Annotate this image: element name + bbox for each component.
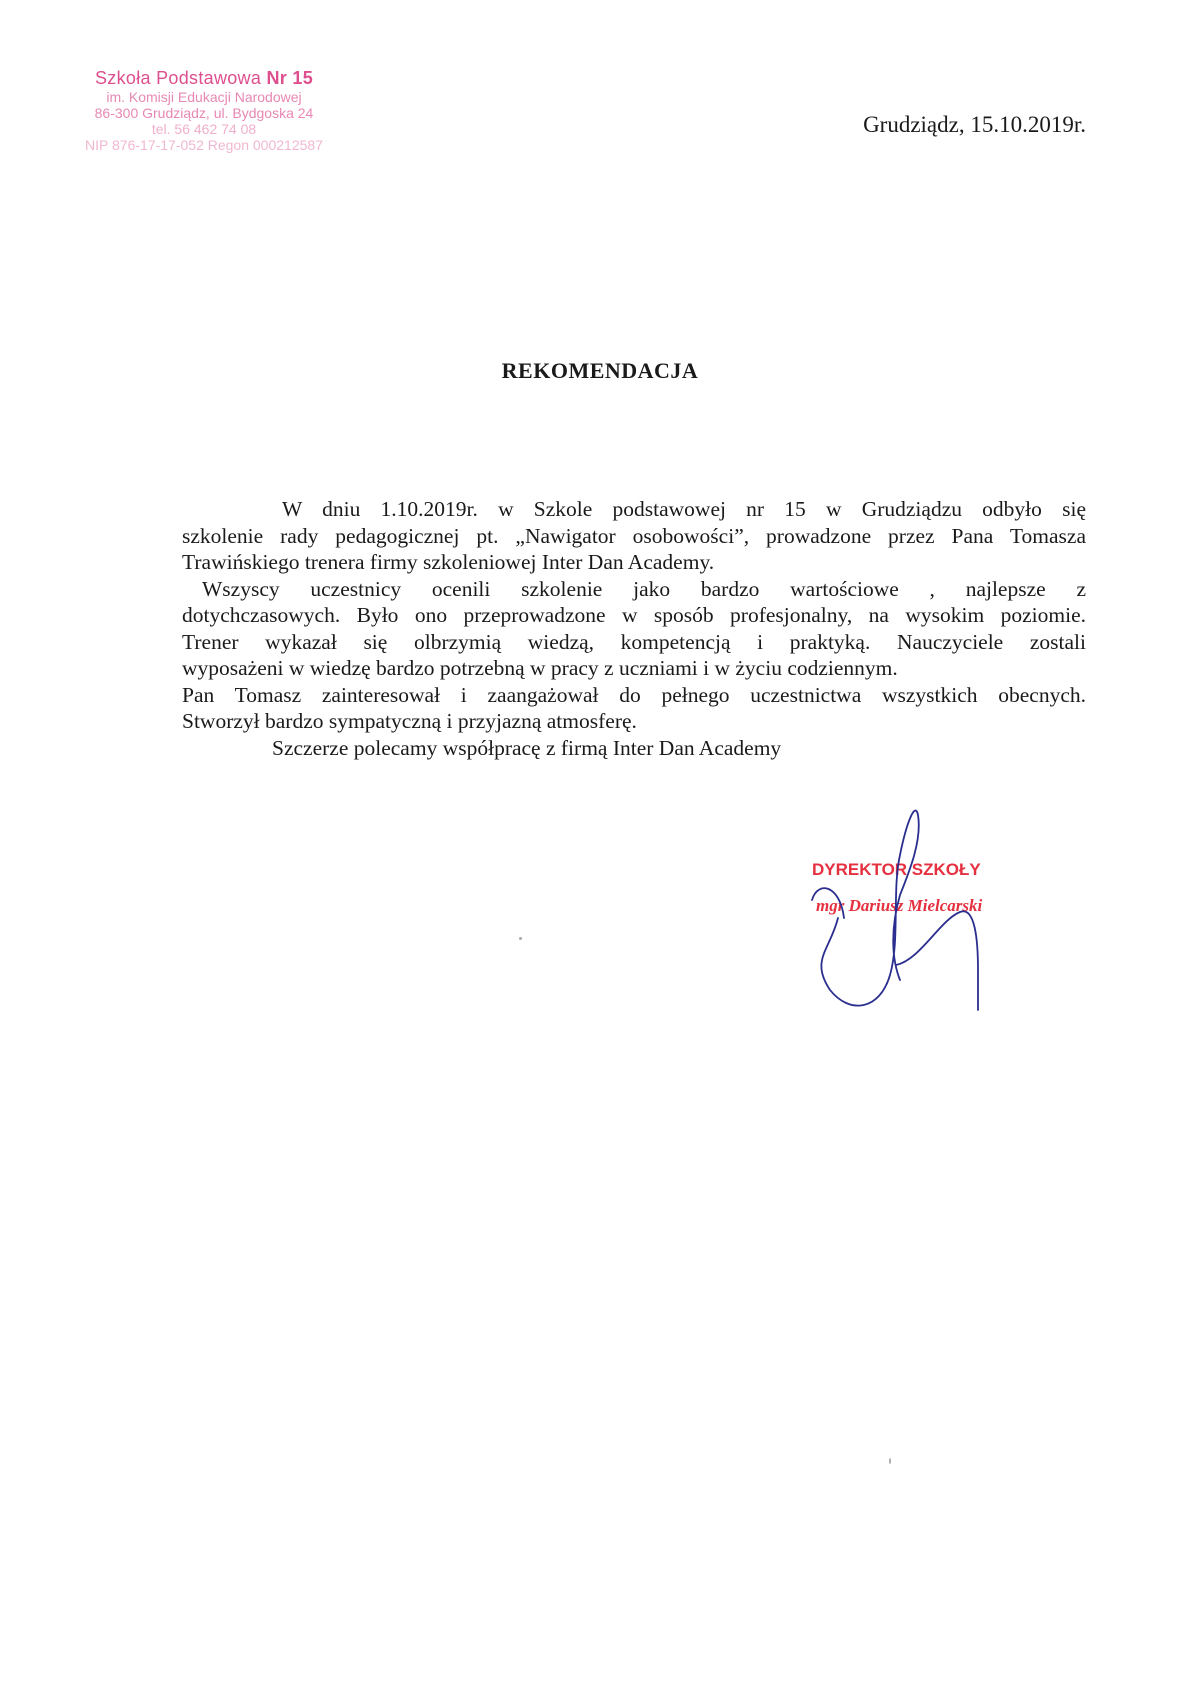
- stamp-number-text: Nr 15: [266, 68, 314, 88]
- stamp-phone: tel. 56 462 74 08: [151, 120, 257, 137]
- body-line: Pan Tomasz zainteresował i zaangażował do pełnego uczestnictwa wszystkich obecnych.: [182, 682, 1086, 707]
- body-line: Trener wykazał się olbrzymią wiedzą, kompetencją i praktyką. Nauczyciele zostali: [182, 629, 1086, 654]
- body-line: wyposażeni w wiedzę bardzo potrzebną w pracy z uczniami i w życiu codziennym.: [182, 656, 898, 680]
- school-stamp: [64, 68, 344, 153]
- signatory-title: DYREKTOR SZKOŁY: [812, 860, 981, 879]
- body-line: Wszyscy uczestnicy ocenili szkolenie jako bardzo wartościowe , najlepsze z: [202, 576, 1086, 601]
- scan-speck: [519, 937, 522, 940]
- letter-body: [182, 496, 1086, 761]
- stamp-address: 86-300 Grudziądz, ul. Bydgoska 24: [94, 104, 314, 121]
- stamp-name-text: Szkoła Podstawowa: [94, 68, 262, 88]
- document-title: REKOMENDACJA: [501, 358, 699, 383]
- body-line: Stworzył bardzo sympatyczną i przyjazną atmosferę.: [182, 709, 637, 733]
- body-line: Trawińskiego trenera firmy szkoleniowej Inter Dan Academy.: [182, 550, 715, 574]
- body-line: W dniu 1.10.2019r. w Szkole podstawowej nr 15 w Grudziądzu odbyło się: [282, 497, 1086, 521]
- body-line: Szczerze polecamy współpracę z firmą Inter Dan Academy: [272, 735, 782, 760]
- signature-stroke: [812, 811, 978, 1010]
- stamp-nip-regon: NIP 876-17-17-052 Regon 000212587: [85, 136, 323, 153]
- stamp-patron: im. Komisji Edukacji Narodowej: [106, 88, 302, 105]
- stamp-school-name: [64, 68, 344, 89]
- body-line: szkolenie rady pedagogicznej pt. „Nawigator osobowości”, prowadzone przez Pana Tomasza: [182, 523, 1086, 548]
- body-line: dotychczasowych. Było ono przeprowadzone w sposób profesjonalny, na wysokim poziomie.: [182, 603, 1086, 627]
- signatory-name: mgr Dariusz Mielcarski: [816, 896, 983, 915]
- scan-speck: [889, 1458, 891, 1464]
- place-date: Grudziądz, 15.10.2019r.: [863, 112, 1086, 137]
- handwritten-signature: [800, 800, 1040, 1030]
